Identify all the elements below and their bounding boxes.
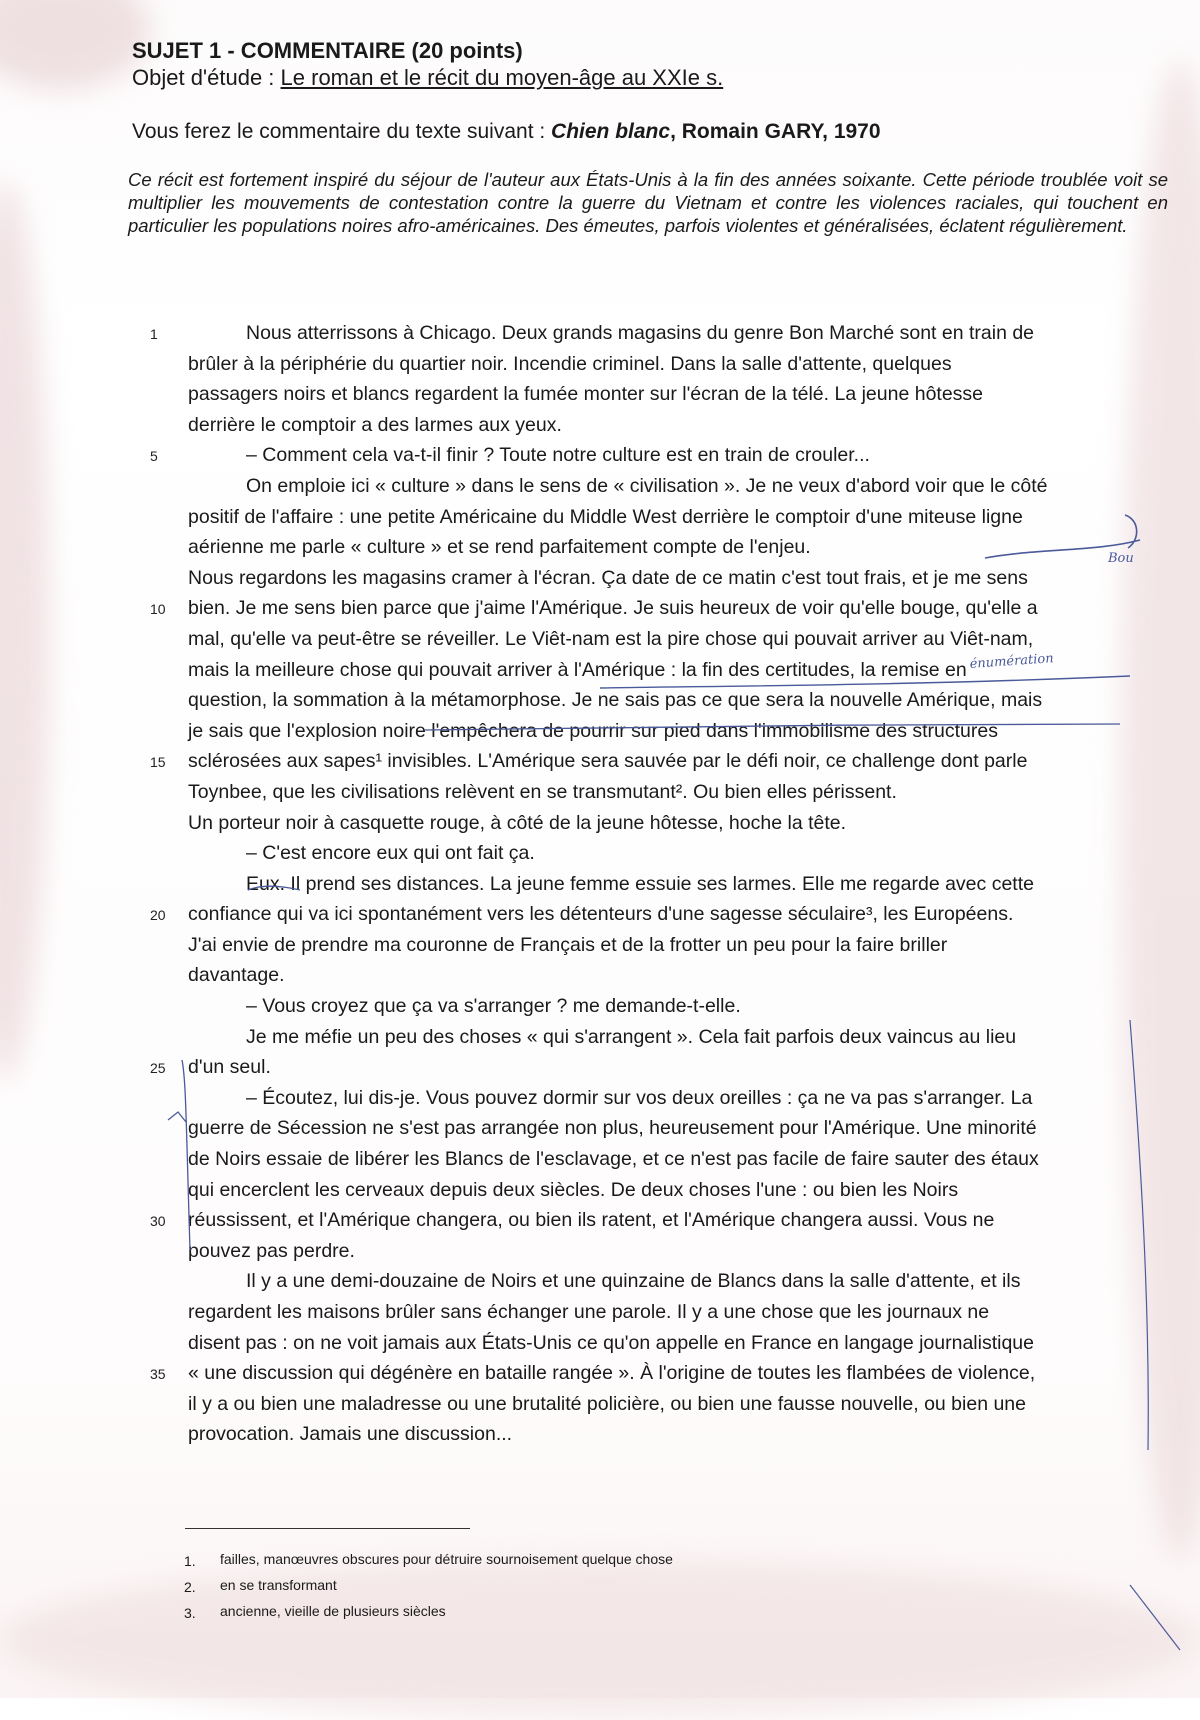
excerpt-line: guerre de Sécession ne s'est pas arrangée non plus, heureusement pour l'Amérique. Une minorité <box>188 1117 1037 1140</box>
line-number: 15 <box>150 754 166 771</box>
excerpt-line: il y a ou bien une maladresse ou une brutalité policière, ou bien une fausse nouvelle, ou bien une <box>188 1392 1026 1415</box>
excerpt-line: réussissent, et l'Amérique changera, ou bien ils ratent, et l'Amérique changera aussi. Vous ne <box>188 1209 995 1232</box>
footnote-number: 2. <box>184 1579 196 1595</box>
pen-margin-line <box>1130 1585 1180 1650</box>
excerpt-line: On emploie ici « culture » dans le sens de « civilisation ». Je ne veux d'abord voir que le côté <box>246 474 1048 497</box>
excerpt-line: – C'est encore eux qui ont fait ça. <box>246 842 535 865</box>
exam-title: SUJET 1 - COMMENTAIRE (20 points) <box>132 38 523 63</box>
study-object-value: Le roman et le récit du moyen-âge au XXIe s. <box>280 65 724 90</box>
line-number: 25 <box>150 1060 166 1077</box>
excerpt-line: passagers noirs et blancs regardent la fumée monter sur l'écran de la télé. La jeune hôtesse <box>188 383 984 406</box>
excerpt-line: pouvez pas perdre. <box>188 1239 355 1262</box>
pen-underline <box>425 724 1120 730</box>
excerpt-line: sclérosées aux sapes¹ invisibles. L'Amérique sera sauvée par le défi noir, ce challenge dont parle <box>188 750 1028 773</box>
line-number: 10 <box>150 601 166 618</box>
line-number: 20 <box>150 907 166 924</box>
excerpt-line: regardent les maisons brûler sans échanger une parole. Il y a une chose que les journaux ne <box>188 1301 990 1323</box>
instruction-prefix: Vous ferez le commentaire du texte suivant : <box>132 120 552 143</box>
excerpt-line: de Noirs essaie de libérer les Blancs de l'esclavage, et ce n'est pas facile de faire sauter des étaux <box>188 1148 1039 1171</box>
excerpt-line: Toynbee, que les civilisations relèvent en se transmutant². Ou bien elles périssent. <box>188 780 897 803</box>
excerpt-line: mal, qu'elle va peut-être se réveiller. Le Viêt-nam est la pire chose qui pouvait arriver au Viêt-nam, <box>188 627 1034 650</box>
footnote-text: en se transformant <box>220 1577 337 1593</box>
work-title: Chien blanc <box>551 120 671 143</box>
excerpt-line: Un porteur noir à casquette rouge, à côté de la jeune hôtesse, hoche la tête. <box>188 811 847 834</box>
excerpt-line: je sais que l'explosion noire l'empêchera de pourrir sur pied dans l'immobilisme des structures <box>188 719 998 742</box>
handwritten-note: Bou <box>1108 551 1134 566</box>
line-number: 35 <box>150 1366 166 1383</box>
footnote-text: ancienne, vieille de plusieurs siècles <box>220 1603 446 1619</box>
handwritten-note: énumération <box>969 651 1055 672</box>
excerpt-line: Eux. Il prend ses distances. La jeune femme essuie ses larmes. Elle me regarde avec cette <box>246 872 1034 895</box>
excerpt-line: aérienne me parle « culture » et se rend parfaitement compte de l'enjeu. <box>188 536 811 559</box>
excerpt-line: Il y a une demi-douzaine de Noirs et une quinzaine de Blancs dans la salle d'attente, et ils <box>246 1270 1021 1293</box>
excerpt-line: Nous atterrissons à Chicago. Deux grands magasins du genre Bon Marché sont en train de <box>246 322 1035 344</box>
excerpt-line: brûler à la périphérie du quartier noir. Incendie criminel. Dans la salle d'attente, quelques <box>188 352 952 375</box>
excerpt-line: d'un seul. <box>188 1056 271 1079</box>
excerpt-line: Nous regardons les magasins cramer à l'écran. Ça date de ce matin c'est tout frais, et je me sens <box>188 566 1028 589</box>
pen-margin-line <box>1130 1020 1148 1450</box>
excerpt-line: provocation. Jamais une discussion... <box>188 1423 513 1446</box>
pen-underline <box>248 886 300 890</box>
footnote-number: 3. <box>184 1605 196 1621</box>
excerpt-line: mais la meilleure chose qui pouvait arriver à l'Amérique : la fin des certitudes, la remise en <box>188 658 967 681</box>
excerpt-line: qui encerclent les cerveaux depuis deux siècles. De deux choses l'une : ou bien les Noirs <box>188 1178 959 1201</box>
excerpt-line: bien. Je me sens bien parce que j'aime l'Amérique. Je suis heureux de voir qu'elle bouge, qu'elle a <box>188 597 1038 620</box>
excerpt-line: « une discussion qui dégénère en bataille rangée ». À l'origine de toutes les flambées de violence, <box>188 1362 1036 1385</box>
excerpt-line: davantage. <box>188 964 285 987</box>
excerpt-line: – Écoutez, lui dis-je. Vous pouvez dormir sur vos deux oreilles : ça ne va pas s'arranger. La <box>246 1086 1033 1109</box>
line-number: 30 <box>150 1213 166 1230</box>
excerpt-line: positif de l'affaire : une petite Américaine du Middle West derrière le comptoir d'une miteuse ligne <box>188 505 1023 528</box>
excerpt-line: disent pas : on ne voit jamais aux États-Unis ce qu'on appelle en France en langage journalistique <box>188 1331 1034 1354</box>
excerpt-line: – Comment cela va-t-il finir ? Toute notre culture est en train de crouler... <box>246 444 870 467</box>
excerpt-line: question, la sommation à la métamorphose. Je ne sais pas ce que sera la nouvelle Amérique, mais <box>188 689 1043 712</box>
excerpt-line: – Vous croyez que ça va s'arranger ? me demande-t-elle. <box>246 995 741 1018</box>
footnote-number: 1. <box>184 1553 196 1569</box>
excerpt-line: J'ai envie de prendre ma couronne de Français et de la frotter un peu pour la faire briller <box>188 933 948 956</box>
excerpt-line: Je me méfie un peu des choses « qui s'arrangent ». Cela fait parfois deux vaincus au lieu <box>246 1025 1017 1048</box>
excerpt-line: derrière le comptoir a des larmes aux yeux. <box>188 413 562 436</box>
line-number: 5 <box>150 448 158 465</box>
context-intro: Ce récit est fortement inspiré du séjour de l'auteur aux États-Unis à la fin des années soixante. Cette période troublée voit se multiplier les mouvements de contestation contre la guerre du Vietnam et contre les violences raciales, qui touchent en particulier les populations noires afro-américaines. Des émeutes, parfois violentes et généralisées, éclatent régulièrement. <box>128 169 1168 236</box>
pen-underline <box>600 676 1130 688</box>
pen-mark <box>168 1112 186 1122</box>
study-object-label: Objet d'étude : <box>132 65 281 90</box>
work-author: , Romain GARY, 1970 <box>670 120 881 143</box>
excerpt-line: confiance qui va ici spontanément vers les détenteurs d'une sagesse séculaire³, les Européens. <box>188 903 1014 926</box>
footnote-text: failles, manœuvres obscures pour détruire sournoisement quelque chose <box>220 1551 673 1567</box>
pen-bracket <box>182 1060 190 1250</box>
line-number: 1 <box>150 326 158 342</box>
